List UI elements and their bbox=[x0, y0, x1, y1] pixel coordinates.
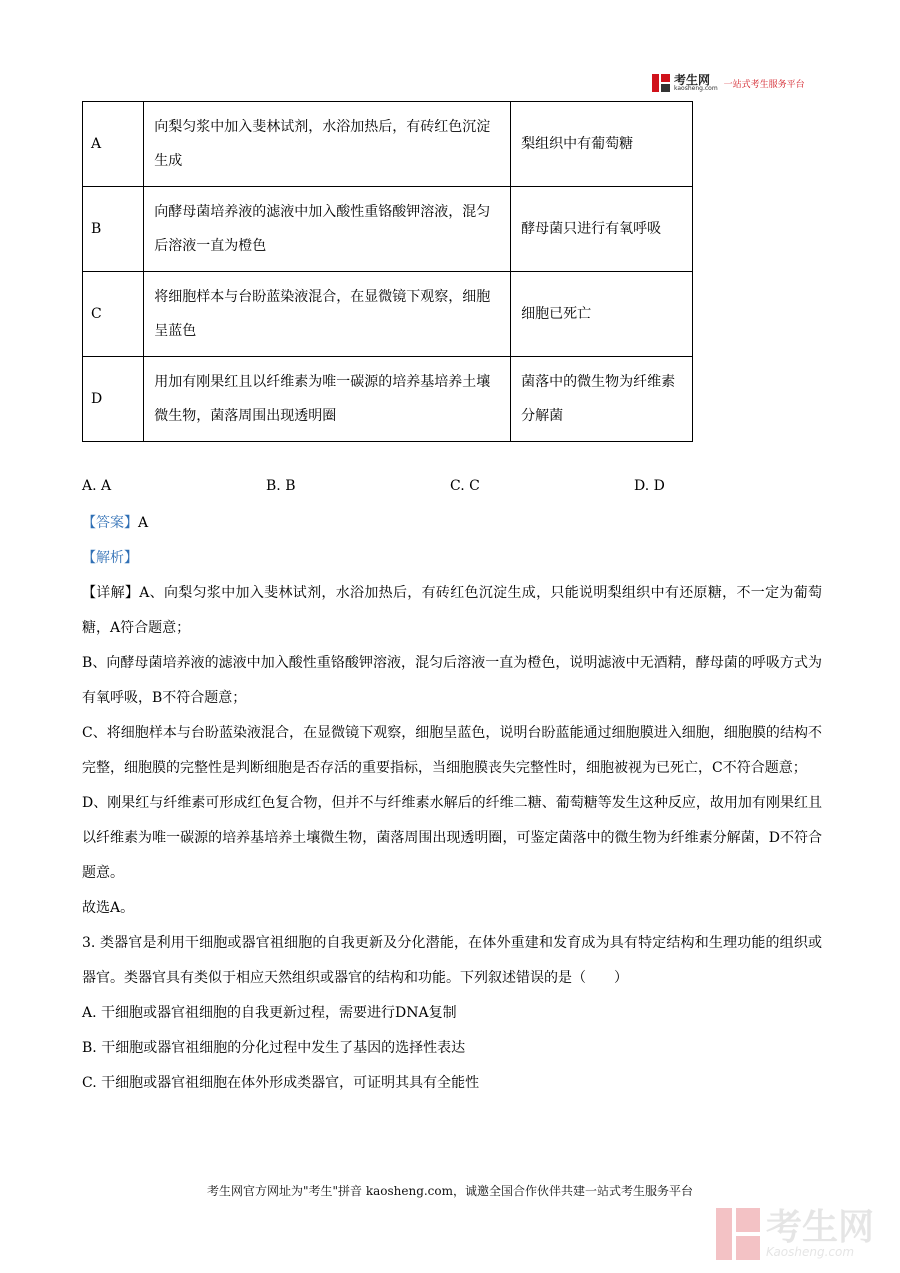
row-label: B bbox=[83, 187, 144, 272]
footer-text: 考生网官方网址为"考生"拼音 kaosheng.com，诚邀全国合作伙伴共建一站式考生服务平台 bbox=[206, 1184, 694, 1198]
experiment-table bbox=[82, 101, 693, 442]
row-conclusion: 酵母菌只进行有氧呼吸 bbox=[511, 187, 693, 272]
detail-tag: 【详解】 bbox=[82, 585, 140, 601]
analysis-tag: 【解析】 bbox=[82, 550, 138, 566]
row-label: D bbox=[83, 357, 144, 442]
answer-value: A bbox=[138, 515, 149, 531]
option-a[interactable]: A. A bbox=[82, 478, 112, 494]
detail-a-text: A、向梨匀浆中加入斐林试剂，水浴加热后，有砖红色沉淀生成，只能说明梨组织中有还原糖，不一定为葡萄糖，A符合题意； bbox=[82, 585, 823, 636]
logo-name: 考生网 bbox=[674, 73, 711, 87]
watermark-name: 考生网 bbox=[766, 1207, 875, 1248]
question-3-option-c[interactable]: C. 干细胞或器官祖细胞在体外形成类器官，可证明其具有全能性 bbox=[82, 1075, 480, 1091]
row-label: A bbox=[83, 102, 144, 187]
logo-slogan: 一站式考生服务平台 bbox=[723, 79, 805, 90]
row-operation: 向酵母菌培养液的滤液中加入酸性重铬酸钾溶液，混匀后溶液一直为橙色 bbox=[144, 187, 511, 272]
detail-d: D、刚果红与纤维素可形成红色复合物，但并不与纤维素水解后的纤维二糖、葡萄糖等发生这种反应，故用加有刚果红且以纤维素为唯一碳源的培养基培养土壤微生物，菌落周围出现透明圈，可鉴定菌落中的微生物为纤维素分解菌，D不符合题意。 bbox=[82, 795, 822, 881]
solution-body bbox=[82, 506, 822, 1101]
row-label: C bbox=[83, 272, 144, 357]
option-b[interactable]: B. B bbox=[266, 478, 296, 494]
option-d[interactable]: D. D bbox=[634, 478, 665, 494]
watermark-url: Kaosheng.com bbox=[766, 1245, 855, 1259]
row-conclusion: 梨组织中有葡萄糖 bbox=[511, 102, 693, 187]
analysis-line bbox=[82, 541, 822, 576]
kaosheng-logo-icon bbox=[652, 74, 670, 92]
row-operation: 将细胞样本与台盼蓝染液混合，在显微镜下观察，细胞呈蓝色 bbox=[144, 272, 511, 357]
answer-tag: 【答案】 bbox=[82, 515, 138, 531]
table-row bbox=[83, 102, 693, 187]
table-row bbox=[83, 187, 693, 272]
row-operation: 用加有刚果红且以纤维素为唯一碳源的培养基培养土壤微生物，菌落周围出现透明圈 bbox=[144, 357, 511, 442]
analysis-conclusion: 故选A。 bbox=[82, 900, 135, 916]
watermark-logo-icon bbox=[716, 1208, 760, 1260]
detail-a bbox=[82, 576, 822, 646]
question-3-stem: 3. 类器官是利用干细胞或器官祖细胞的自我更新及分化潜能，在体外重建和发育成为具有特定结构和生理功能的组织或器官。类器官具有类似于相应天然组织或器官的结构和功能。下列叙述错误的是（ ） bbox=[82, 935, 822, 986]
row-conclusion: 菌落中的微生物为纤维素分解菌 bbox=[511, 357, 693, 442]
table-row bbox=[83, 357, 693, 442]
logo-text bbox=[674, 74, 718, 92]
detail-b: B、向酵母菌培养液的滤液中加入酸性重铬酸钾溶液，混匀后溶液一直为橙色，说明滤液中无酒精，酵母菌的呼吸方式为有氧呼吸，B不符合题意； bbox=[82, 655, 822, 706]
watermark bbox=[716, 1208, 874, 1260]
question-3-option-b[interactable]: B. 干细胞或器官祖细胞的分化过程中发生了基因的选择性表达 bbox=[82, 1040, 466, 1056]
table-row bbox=[83, 272, 693, 357]
logo-url: kaosheng.com bbox=[674, 85, 718, 92]
detail-c: C、将细胞样本与台盼蓝染液混合，在显微镜下观察，细胞呈蓝色，说明台盼蓝能通过细胞膜进入细胞，细胞膜的结构不完整，细胞膜的完整性是判断细胞是否存活的重要指标，当细胞膜丧失完整性时，细胞被视为已死亡，C不符合题意； bbox=[82, 725, 822, 776]
row-operation: 向梨匀浆中加入斐林试剂，水浴加热后，有砖红色沉淀生成 bbox=[144, 102, 511, 187]
answer-line bbox=[82, 506, 822, 541]
row-conclusion: 细胞已死亡 bbox=[511, 272, 693, 357]
option-c[interactable]: C. C bbox=[450, 478, 480, 494]
question-3-option-a[interactable]: A. 干细胞或器官祖细胞的自我更新过程，需要进行DNA复制 bbox=[82, 1005, 457, 1021]
header-logo[interactable] bbox=[652, 72, 805, 94]
